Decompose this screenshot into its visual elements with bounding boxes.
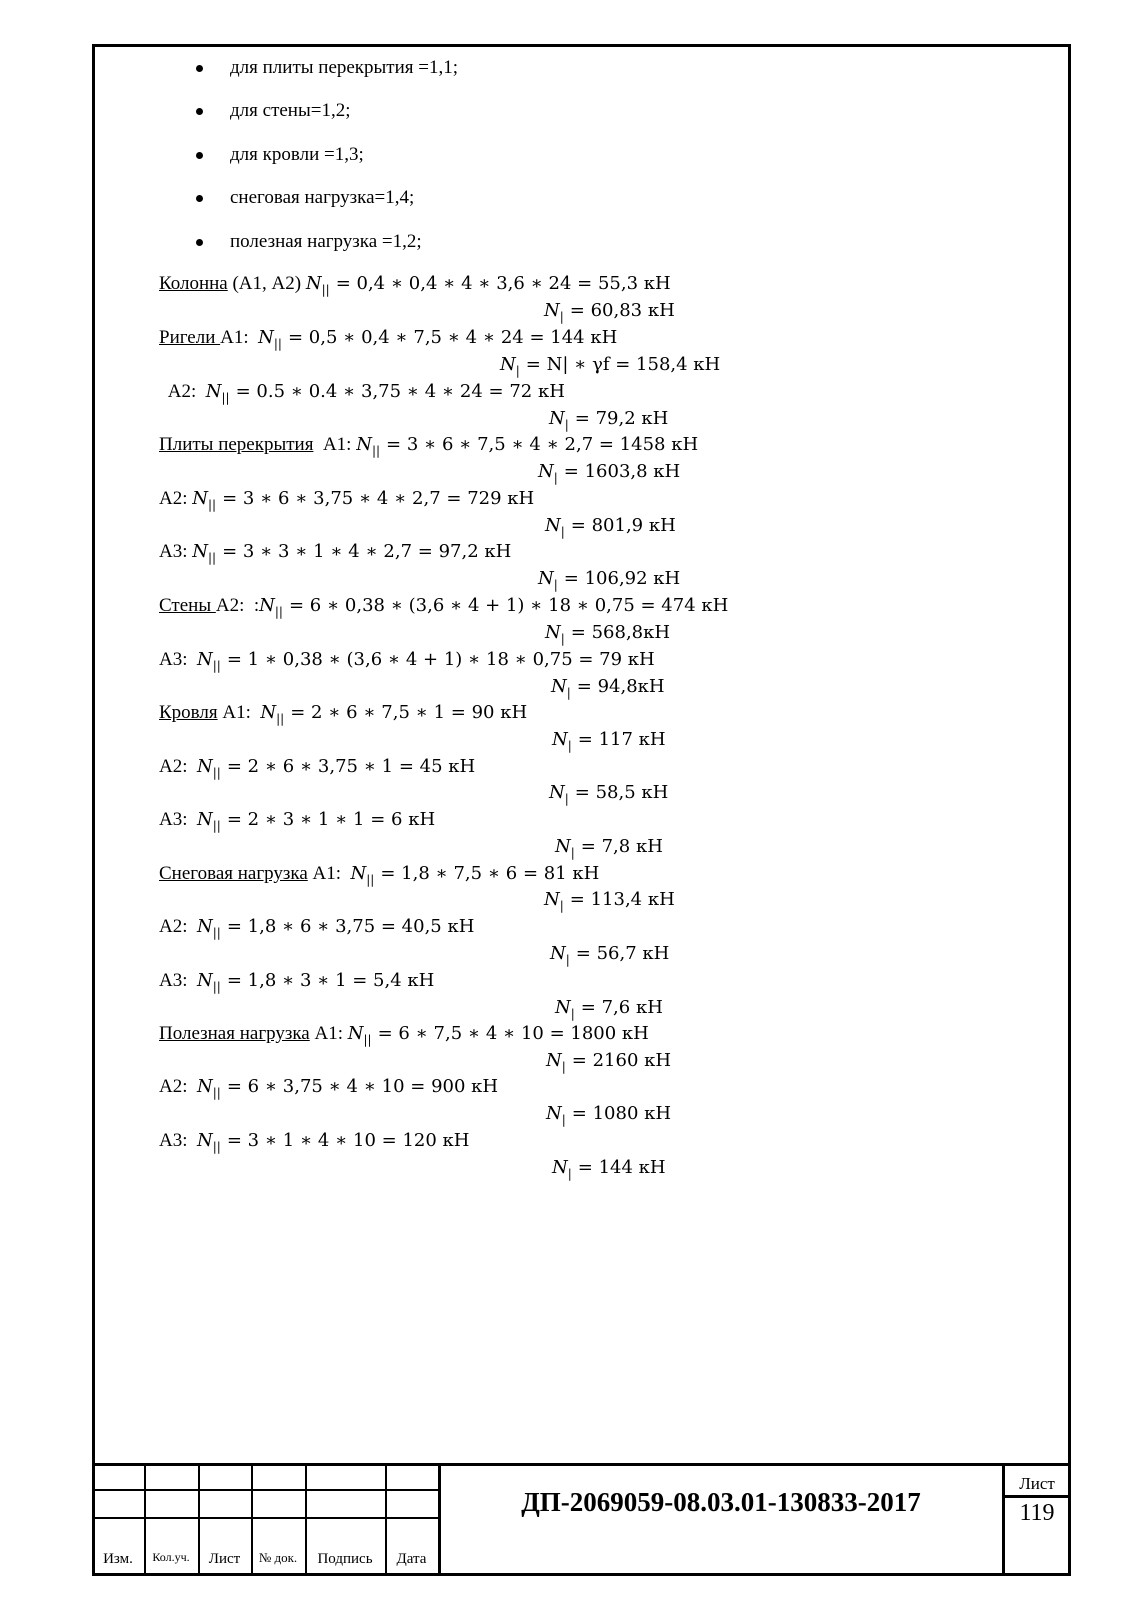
calc-line <box>159 1023 649 1051</box>
calc-line <box>159 702 527 730</box>
calc-label: Снеговая нагрузка <box>159 863 308 884</box>
calc-prefix: А2: : <box>215 595 260 616</box>
calc-result: $N_| = 94,8кН$ <box>551 676 665 700</box>
stamp-col-signature: Подпись <box>317 1551 373 1567</box>
bullet-icon <box>196 195 203 202</box>
sheet-number: 119 <box>1019 1500 1055 1526</box>
calc-label: Колонна <box>159 273 228 294</box>
stamp-col-list: Лист <box>208 1551 241 1567</box>
calc-line <box>159 273 671 301</box>
formula: $N_{||} = 3$ ∗ 6 ∗ 7,5 ∗ 4 ∗ 2,7 = 1458 кН <box>356 434 699 458</box>
calc-result: $N_| = 144$ кН <box>552 1157 666 1181</box>
formula: $N_{||} = 2$ ∗ 3 ∗ 1 ∗ 1 = 6 кН <box>197 809 436 833</box>
calc-label: Ригели <box>159 327 221 348</box>
calc-result: $N_| = 568,8кН$ <box>545 622 671 646</box>
formula: $N_{||} = 3$ ∗ 6 ∗ 3,75 ∗ 4 ∗ 2,7 = 729 кН <box>192 488 535 512</box>
calc-line <box>159 756 475 784</box>
calc-prefix: А2: <box>159 1076 197 1097</box>
formula: $N_{||} = 1,8$ ∗ 6 ∗ 3,75 = 40,5 кН <box>197 916 475 940</box>
bullet-icon <box>196 65 203 72</box>
formula: $N_{||} = 2$ ∗ 6 ∗ 3,75 ∗ 1 = 45 кН <box>197 756 476 780</box>
calc-line <box>159 1130 470 1158</box>
calc-line <box>159 327 617 355</box>
calc-prefix: А3: <box>159 1130 197 1151</box>
bullet-icon <box>196 108 203 115</box>
document-code: ДП-2069059-08.03.01-130833-2017 <box>521 1487 921 1517</box>
calc-result: $N_| = 7,6$ кН <box>555 997 663 1021</box>
calc-label: Плиты перекрытия <box>159 434 314 455</box>
calc-label: Кровля <box>159 702 218 723</box>
calc-prefix: А1: <box>307 863 351 884</box>
calc-result: $N_| = 1603,8$ кН <box>538 461 681 485</box>
calc-line <box>159 809 435 837</box>
formula: $N_{||} = 2$ ∗ 6 ∗ 7,5 ∗ 1 = 90 кН <box>260 702 528 726</box>
calc-prefix: А3: <box>159 649 197 670</box>
calc-prefix: А3: <box>159 809 197 830</box>
calc-label: Стены <box>159 595 216 616</box>
calc-prefix: А1: <box>217 702 261 723</box>
calc-result: $N_| = 56,7$ кН <box>550 943 670 967</box>
calc-result: $N_| = 106,92$ кН <box>538 568 681 592</box>
calc-line <box>159 863 599 891</box>
formula: $N_{||} = 0,5$ ∗ 0,4 ∗ 7,5 ∗ 4 ∗ 24 = 144 кН <box>258 327 618 351</box>
calc-line <box>159 916 474 944</box>
calc-result: $N_| = 60,83$ кН <box>544 300 675 324</box>
formula: $N_{||} = 1,8$ ∗ 7,5 ∗ 6 = 81 кН <box>350 863 600 887</box>
calc-line <box>163 381 565 409</box>
calc-result: $N_| = 7,8$ кН <box>555 836 663 860</box>
formula: $N_{||} = 1$ ∗ 0,38 ∗ (3,6 ∗ 4 + 1) ∗ 18 ∗ 0,75 = 79 кН <box>197 649 655 673</box>
formula: $N_{||} = 0,4$ ∗ 0,4 ∗ 4 ∗ 3,6 ∗ 24 = 55,3 кН <box>305 273 671 297</box>
calc-line <box>159 649 655 677</box>
formula: $N_{||} = 6$ ∗ 3,75 ∗ 4 ∗ 10 = 900 кН <box>197 1076 499 1100</box>
calc-result: $N_| = 2160$ кН <box>546 1050 672 1074</box>
formula: $N_{||} = 3$ ∗ 1 ∗ 4 ∗ 10 = 120 кН <box>197 1130 470 1154</box>
calc-result: $N_| = 79,2$ кН <box>549 408 669 432</box>
formula: $N_{||} = 6$ ∗ 7,5 ∗ 4 ∗ 10 = 1800 кН <box>347 1023 649 1047</box>
calc-line <box>159 541 511 569</box>
bullet-icon <box>196 152 203 159</box>
formula: $N_{||} = 3$ ∗ 3 ∗ 1 ∗ 4 ∗ 2,7 = 97,2 кН <box>192 541 512 565</box>
calc-result: $N_| = 117$ кН <box>552 729 666 753</box>
stamp-col-izm: Изм. <box>103 1551 133 1567</box>
formula: $N_{||} = 0.5$ ∗ 0.4 ∗ 3,75 ∗ 4 ∗ 24 = 72 кН <box>205 381 565 405</box>
calc-prefix: А3: <box>159 970 197 991</box>
calc-line <box>159 970 434 998</box>
calc-result: $N_| = 113,4$ кН <box>544 889 675 913</box>
calc-prefix: А1: <box>220 327 259 348</box>
calc-result: $N_| = 58,5$ кН <box>549 782 669 806</box>
calc-line <box>159 595 728 623</box>
formula: $N_{||} = 1,8$ ∗ 3 ∗ 1 = 5,4 кН <box>197 970 435 994</box>
calc-line <box>159 434 698 462</box>
calc-prefix: А1: <box>309 1023 348 1044</box>
stamp-col-doc: № док. <box>258 1550 298 1565</box>
formula: $N_{||} = 6$ ∗ 0,38 ∗ (3,6 ∗ 4 + 1) ∗ 18 ∗ 0,75 = 474 кН <box>259 595 729 619</box>
calc-prefix: А2: <box>159 756 197 777</box>
calc-result: $N_| = 801,9$ кН <box>545 515 676 539</box>
calc-line <box>159 488 534 516</box>
sheet-label: Лист <box>1019 1474 1055 1493</box>
stamp-col-date: Дата <box>396 1551 427 1567</box>
calc-prefix: А2: <box>159 488 193 509</box>
bullet-icon <box>196 239 203 246</box>
stamp-col-kolych: Кол.уч. <box>152 1550 190 1564</box>
calc-prefix: А2: <box>159 916 197 937</box>
calc-prefix: А1: <box>313 434 357 455</box>
title-block <box>92 1464 1071 1576</box>
calc-result: $N_| = N|$ ∗ γf = 158,4 кН <box>500 354 721 378</box>
calc-label: Полезная нагрузка <box>159 1023 310 1044</box>
calc-prefix: (А1, А2) <box>227 273 306 294</box>
calc-prefix: А2: <box>163 381 206 402</box>
calc-line <box>159 1076 498 1104</box>
calc-prefix: А3: <box>159 541 193 562</box>
calc-result: $N_| = 1080$ кН <box>546 1103 672 1127</box>
